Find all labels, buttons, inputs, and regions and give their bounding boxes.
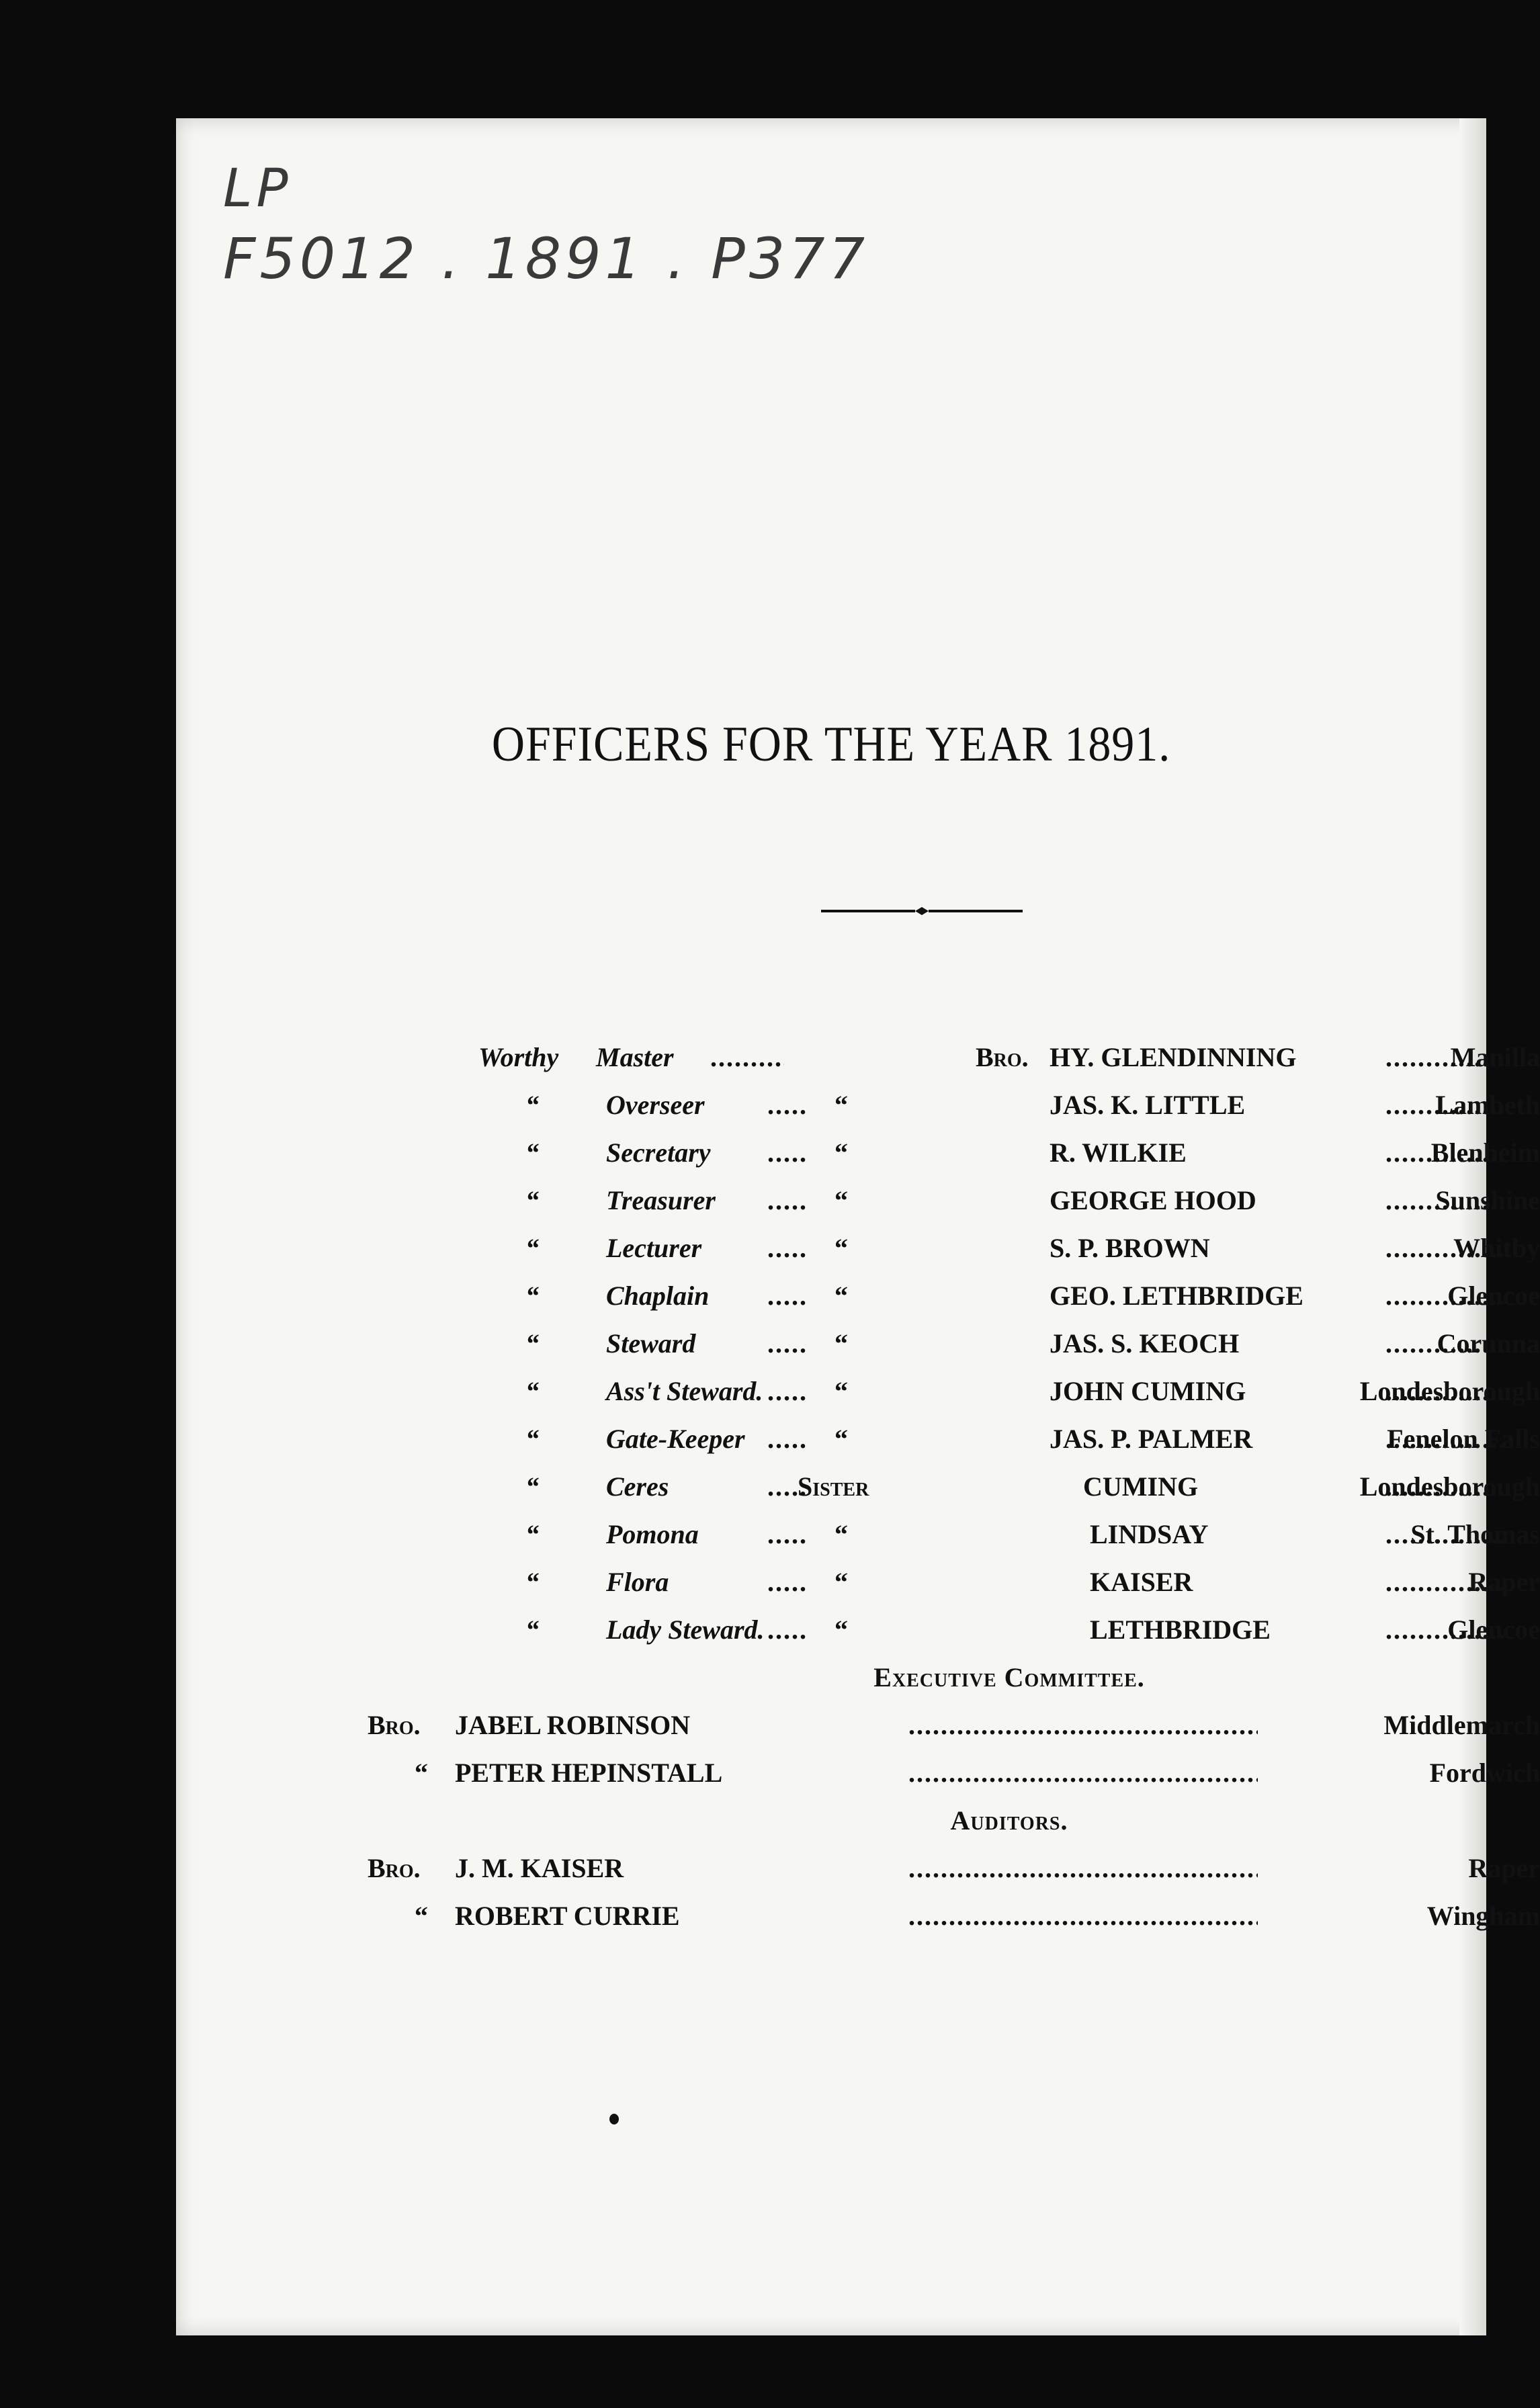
auditors-title: Bro. xyxy=(368,1853,421,1883)
officer-name: JAS. S. KEOCH xyxy=(1050,1328,1240,1359)
officer-office: Overseer xyxy=(606,1090,705,1120)
dot-leader xyxy=(908,1892,1258,1940)
officer-place: Manilla xyxy=(1450,1042,1540,1072)
executive-name: PETER HEPINSTALL xyxy=(455,1758,723,1788)
officer-place: St. Thomas xyxy=(1410,1519,1540,1549)
officer-prefix: “ xyxy=(525,1615,539,1645)
officer-office: Gate-Keeper xyxy=(606,1424,745,1454)
officer-prefix: “ xyxy=(525,1090,539,1120)
officer-name: CUMING xyxy=(1083,1471,1199,1502)
dot-leader xyxy=(767,1606,808,1653)
pencil-annotation-line-2: F5012 . 1891 . P377 xyxy=(223,226,869,292)
executive-heading: Executive Committee. xyxy=(873,1662,1145,1692)
officer-place: Whitby xyxy=(1453,1233,1540,1263)
officer-office: Steward xyxy=(606,1328,696,1359)
executive-name: JABEL ROBINSON xyxy=(455,1710,691,1740)
officer-title: “ xyxy=(835,1090,848,1120)
officer-prefix: “ xyxy=(525,1328,539,1359)
officer-title: “ xyxy=(835,1185,848,1215)
dot-leader xyxy=(767,1224,808,1272)
officer-title: Bro. xyxy=(976,1042,1029,1072)
dot-leader xyxy=(767,1081,808,1129)
officer-office: Secretary xyxy=(606,1137,711,1168)
page-title: OFFICERS FOR THE YEAR 1891. xyxy=(491,717,1171,772)
officer-title: “ xyxy=(835,1615,848,1645)
officer-office: Flora xyxy=(606,1567,669,1597)
officer-place: Blenheim xyxy=(1430,1137,1540,1168)
officer-office: Lecturer xyxy=(606,1233,702,1263)
officer-title: “ xyxy=(835,1281,848,1311)
officer-place: Londesborough xyxy=(1359,1471,1540,1502)
dot-leader xyxy=(767,1129,808,1176)
officer-office: Ass't Steward. xyxy=(606,1376,763,1406)
ink-spot xyxy=(609,2114,619,2124)
officer-office: Master xyxy=(596,1042,674,1072)
auditors-name: ROBERT CURRIE xyxy=(455,1901,680,1931)
officer-row xyxy=(478,1224,1540,1272)
document-page xyxy=(176,118,1540,2335)
dot-leader xyxy=(908,1749,1258,1797)
officer-row xyxy=(478,1463,1540,1510)
dot-leader xyxy=(767,1510,808,1558)
officer-prefix: “ xyxy=(525,1424,539,1454)
officer-prefix: “ xyxy=(525,1233,539,1263)
officer-row xyxy=(478,1510,1540,1558)
officer-place: Fenelon Falls xyxy=(1387,1424,1540,1454)
dot-leader xyxy=(767,1558,808,1606)
dot-leader xyxy=(908,1844,1258,1892)
auditors-row xyxy=(368,1844,1540,1892)
executive-row xyxy=(415,1749,1540,1797)
dot-leader xyxy=(908,1701,1258,1749)
officer-place: Glencoe xyxy=(1447,1615,1540,1645)
officer-prefix: “ xyxy=(525,1376,539,1406)
executive-place: Middlemarch xyxy=(1383,1710,1540,1740)
officer-name: LETHBRIDGE xyxy=(1090,1615,1271,1645)
officer-row xyxy=(478,1320,1540,1367)
officer-place: Londesborough xyxy=(1359,1376,1540,1406)
dot-leader xyxy=(710,1033,784,1081)
officer-place: Lambeth xyxy=(1435,1090,1540,1120)
dot-leader xyxy=(767,1415,808,1463)
officer-office: Pomona xyxy=(606,1519,699,1549)
officer-name: JAS. K. LITTLE xyxy=(1050,1090,1246,1120)
officer-title: “ xyxy=(835,1328,848,1359)
dot-leader xyxy=(767,1367,808,1415)
officer-title: “ xyxy=(835,1424,848,1454)
officer-prefix: “ xyxy=(525,1281,539,1311)
officer-prefix: “ xyxy=(525,1567,539,1597)
officer-row xyxy=(478,1415,1540,1463)
auditors-row xyxy=(415,1892,1540,1940)
officer-name: GEO. LETHBRIDGE xyxy=(1050,1281,1303,1311)
officer-name: JOHN CUMING xyxy=(1050,1376,1246,1406)
dot-leader xyxy=(767,1176,808,1224)
officer-row xyxy=(478,1558,1540,1606)
executive-place: Fordwich xyxy=(1429,1758,1540,1788)
officer-place: Glencoe xyxy=(1447,1281,1540,1311)
officer-prefix: Worthy xyxy=(478,1042,559,1072)
officer-prefix: “ xyxy=(525,1471,539,1502)
officer-place: Raper xyxy=(1468,1567,1540,1597)
officer-prefix: “ xyxy=(525,1519,539,1549)
title-ornament xyxy=(821,904,1023,918)
auditors-title: “ xyxy=(415,1901,428,1931)
officer-name: S. P. BROWN xyxy=(1050,1233,1210,1263)
auditors-name: J. M. KAISER xyxy=(455,1853,624,1883)
auditors-place: Wingham xyxy=(1426,1901,1540,1931)
officer-title: “ xyxy=(835,1376,848,1406)
officer-office: Lady Steward. xyxy=(606,1615,765,1645)
officer-name: LINDSAY xyxy=(1090,1519,1209,1549)
auditors-heading: Auditors. xyxy=(950,1805,1068,1836)
pencil-annotation-line-1: LP xyxy=(223,159,292,219)
officer-row xyxy=(478,1129,1540,1176)
officer-office: Ceres xyxy=(606,1471,669,1502)
dot-leader xyxy=(767,1272,808,1320)
officer-name: R. WILKIE xyxy=(1050,1137,1187,1168)
officer-row xyxy=(478,1367,1540,1415)
officer-place: Sunshine xyxy=(1435,1185,1540,1215)
officer-office: Chaplain xyxy=(606,1281,710,1311)
executive-row xyxy=(368,1701,1540,1749)
officer-title: Sister xyxy=(798,1471,869,1502)
officer-prefix: “ xyxy=(525,1185,539,1215)
officer-prefix: “ xyxy=(525,1137,539,1168)
officer-list xyxy=(368,1033,1540,1940)
officer-name: HY. GLENDINNING xyxy=(1050,1042,1297,1072)
officer-row xyxy=(478,1033,1540,1081)
officer-name: KAISER xyxy=(1090,1567,1193,1597)
officer-row xyxy=(478,1081,1540,1129)
officer-title: “ xyxy=(835,1519,848,1549)
officer-row xyxy=(478,1606,1540,1653)
officer-row xyxy=(478,1272,1540,1320)
executive-title: Bro. xyxy=(368,1710,421,1740)
officer-office: Treasurer xyxy=(606,1185,716,1215)
officer-title: “ xyxy=(835,1567,848,1597)
officer-row xyxy=(478,1176,1540,1224)
auditors-place: Raper xyxy=(1468,1853,1540,1883)
officer-title: “ xyxy=(835,1233,848,1263)
officer-title: “ xyxy=(835,1137,848,1168)
officer-place: Corunna xyxy=(1437,1328,1540,1359)
officer-name: JAS. P. PALMER xyxy=(1050,1424,1253,1454)
executive-title: “ xyxy=(415,1758,428,1788)
officer-name: GEORGE HOOD xyxy=(1050,1185,1256,1215)
dot-leader xyxy=(767,1320,808,1367)
